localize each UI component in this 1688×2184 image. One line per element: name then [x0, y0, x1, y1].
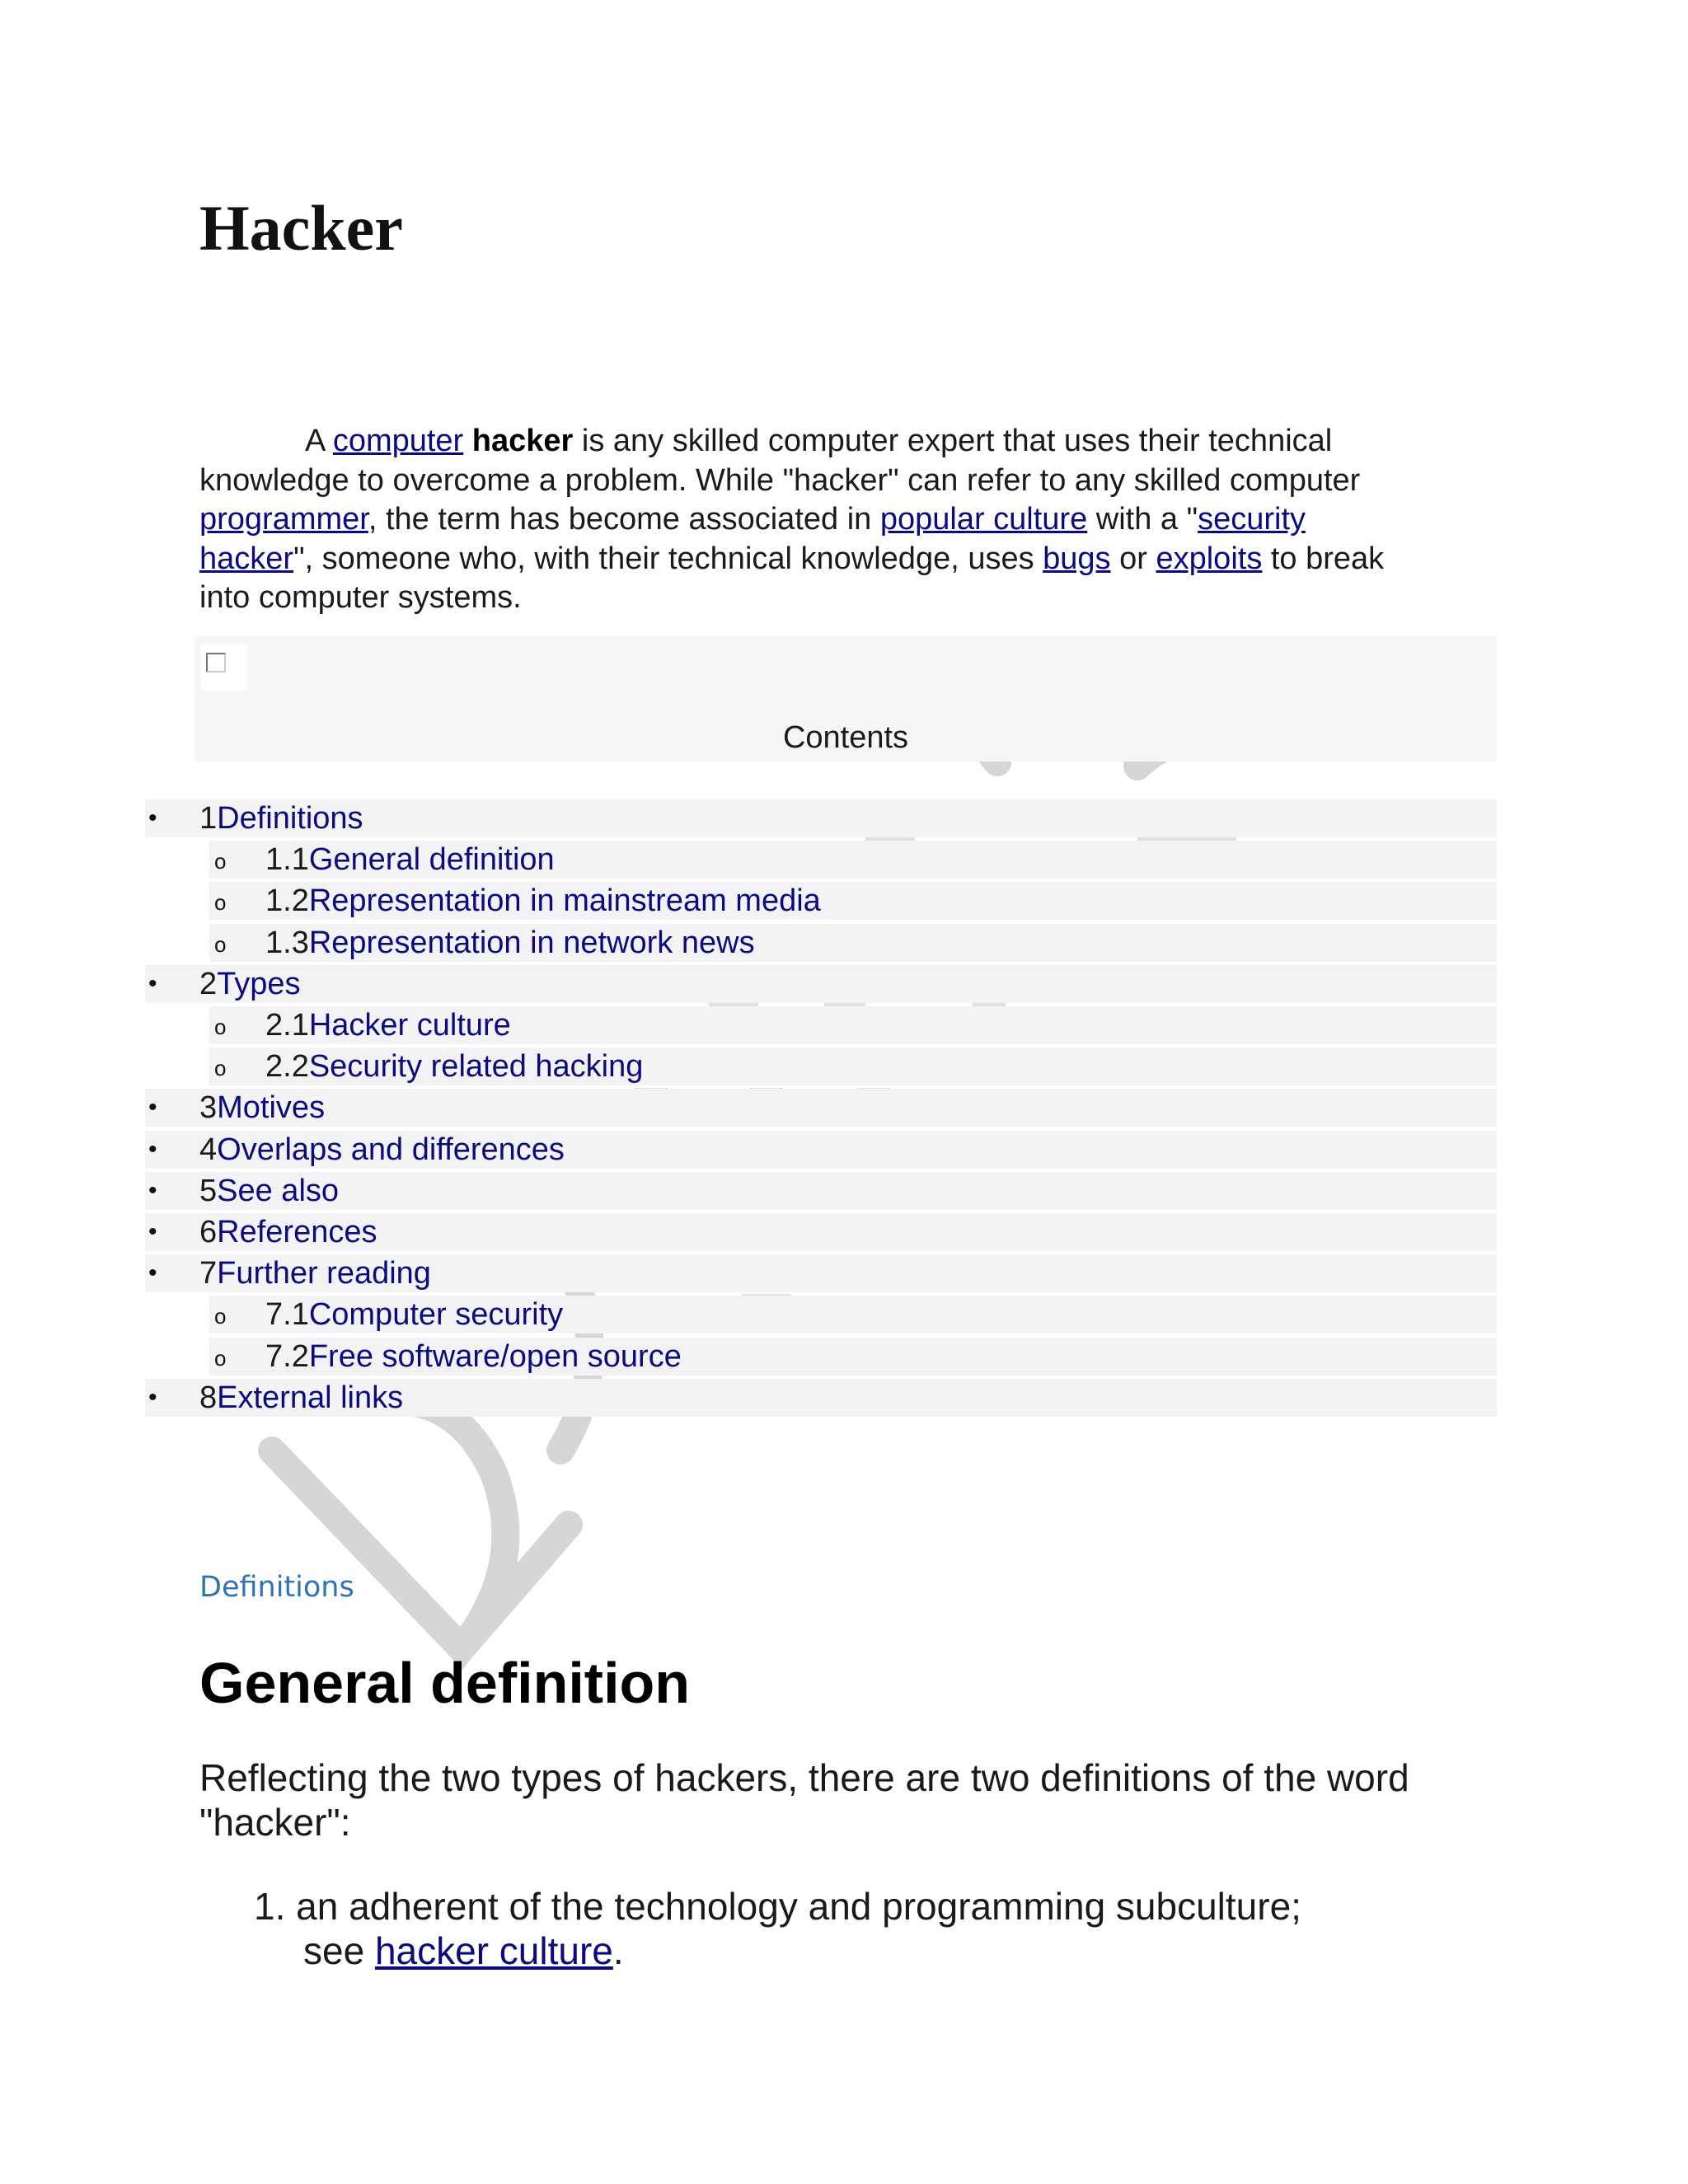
ordered-list [254, 1884, 1490, 1973]
sub-bullet-icon: o [214, 1304, 227, 1329]
toc-item-number: 7.2 [265, 1339, 309, 1374]
toc-item-number: 5 [199, 1174, 218, 1208]
toc-item-link[interactable]: Computer security [308, 1297, 564, 1332]
list-item-text: see [303, 1929, 375, 1972]
toc-item-text [199, 1379, 403, 1417]
intro-text: is any skilled computer expert that uses their technical knowledge to overcome a problem. While "hacker" can refer to any skilled computer [199, 424, 1361, 498]
bullet-icon: • [148, 970, 157, 997]
toc-item[interactable] [209, 841, 1497, 879]
toc-item-text [265, 1296, 563, 1333]
section-label: Definitions [199, 1571, 354, 1604]
toc-item-link[interactable]: Motives [217, 1090, 326, 1125]
toc-item-number: 8 [199, 1380, 218, 1415]
intro-text: ", someone who, with their technical knowledge, uses [293, 541, 1043, 576]
toc-item-number: 1.1 [265, 842, 309, 877]
intro-paragraph [199, 422, 1403, 618]
toc-item-link[interactable]: References [217, 1215, 377, 1249]
bullet-icon: • [148, 1259, 157, 1286]
toc-item-number: 2 [199, 967, 218, 1001]
list-item-text: . [612, 1929, 624, 1972]
toc-item-number: 7.1 [265, 1297, 309, 1332]
toc-item-number: 4 [199, 1132, 218, 1167]
toc-item[interactable] [209, 1047, 1497, 1085]
toc-item[interactable] [145, 1172, 1497, 1210]
toc-item-text [265, 841, 555, 879]
toc-toggle-checkbox[interactable] [201, 644, 247, 691]
sub-bullet-icon: o [214, 932, 227, 957]
toc-item[interactable] [145, 1213, 1497, 1251]
link-popular-culture[interactable]: popular culture [879, 502, 1088, 537]
link-computer[interactable]: computer [332, 424, 464, 458]
toc-item-text [199, 1213, 377, 1251]
toc-item-link[interactable]: Further reading [217, 1256, 431, 1291]
toc-item-text [265, 1006, 511, 1044]
bullet-icon: • [148, 1136, 157, 1163]
toc-item-link[interactable]: Free software/open source [308, 1339, 682, 1374]
toc-item-text [265, 882, 821, 920]
bullet-icon: • [148, 1094, 157, 1121]
toc-item-link[interactable]: Hacker culture [308, 1008, 511, 1043]
toc-item[interactable] [209, 1006, 1497, 1044]
link-exploits[interactable]: exploits [1156, 541, 1263, 576]
intro-text: A [305, 424, 333, 458]
sub-bullet-icon: o [214, 1056, 227, 1080]
page-title: Hacker [199, 192, 403, 264]
toc-item[interactable] [209, 924, 1497, 962]
toc-item[interactable] [145, 1254, 1497, 1292]
bullet-icon: • [148, 1384, 157, 1411]
toc-item[interactable] [209, 1338, 1497, 1376]
toc-item-text [265, 1338, 682, 1376]
toc-item-text [199, 1131, 565, 1169]
toc-item[interactable] [145, 1089, 1497, 1127]
toc-item-text [265, 1047, 643, 1085]
intro-text: with a " [1087, 502, 1198, 537]
sub-bullet-icon: o [214, 1015, 227, 1039]
toc-item-link[interactable]: General definition [308, 842, 555, 877]
sub-bullet-icon: o [214, 890, 227, 915]
toc-item-text [199, 1089, 325, 1127]
toc-item-number: 7 [199, 1256, 218, 1291]
toc-item-number: 1.3 [265, 926, 309, 960]
toc-item[interactable] [209, 1296, 1497, 1333]
term-hacker: hacker [471, 424, 574, 458]
toc-item-number: 3 [199, 1090, 218, 1125]
list-item-continuation [254, 1929, 1490, 1973]
toc-item[interactable] [209, 882, 1497, 920]
toc-title: Contents [782, 720, 909, 755]
sub-bullet-icon: o [214, 849, 227, 874]
toc-item-link[interactable]: Representation in mainstream media [308, 883, 821, 918]
intro-text: or [1110, 541, 1156, 576]
toc-item-number: 6 [199, 1215, 218, 1249]
intro-text: to break into computer systems. [199, 541, 1385, 615]
toc-item-number: 1.2 [265, 883, 309, 918]
section-paragraph: Reflecting the two types of hackers, there are two definitions of the word "hacker": [199, 1756, 1409, 1844]
toc-header [195, 636, 1497, 762]
list-item-text: an adherent of the technology and programming subculture; [296, 1885, 1301, 1928]
section-heading: General definition [199, 1651, 691, 1715]
list-item-number: 1. [254, 1885, 286, 1928]
toc-item-number: 1 [199, 801, 218, 836]
toc-item-number: 2.1 [265, 1008, 309, 1043]
toc-item-link[interactable]: External links [217, 1380, 404, 1415]
toc-item-text [199, 1172, 339, 1210]
link-security-hacker[interactable]: security hacker [199, 502, 1306, 576]
link-hacker-culture[interactable]: hacker culture [374, 1929, 613, 1972]
toc-item[interactable] [145, 1131, 1497, 1169]
toc-item[interactable] [145, 799, 1497, 837]
intro-text: , the term has become associated in [368, 502, 880, 537]
toc-item-link[interactable]: Definitions [217, 801, 363, 836]
toc-item-link[interactable]: Overlaps and differences [217, 1132, 565, 1167]
toc-item[interactable] [145, 965, 1497, 1003]
toc-item-number: 2.2 [265, 1049, 309, 1084]
toc-item[interactable] [145, 1379, 1497, 1417]
checkbox-icon [206, 653, 226, 673]
toc-item-link[interactable]: Security related hacking [308, 1049, 644, 1084]
toc-item-link[interactable]: See also [217, 1174, 340, 1208]
list-item [254, 1884, 1490, 1973]
bullet-icon: • [148, 804, 157, 832]
toc-item-text [265, 924, 755, 962]
toc-item-link[interactable]: Types [217, 967, 301, 1001]
toc-item-text [199, 1254, 431, 1292]
toc-item-text [199, 799, 363, 837]
link-programmer[interactable]: programmer [199, 502, 368, 537]
bullet-icon: • [148, 1218, 157, 1245]
toc-item-link[interactable]: Representation in network news [308, 926, 755, 960]
sub-bullet-icon: o [214, 1346, 227, 1371]
link-bugs[interactable]: bugs [1043, 541, 1111, 576]
intro-text [463, 424, 472, 458]
toc-item-text [199, 965, 301, 1003]
bullet-icon: • [148, 1177, 157, 1204]
